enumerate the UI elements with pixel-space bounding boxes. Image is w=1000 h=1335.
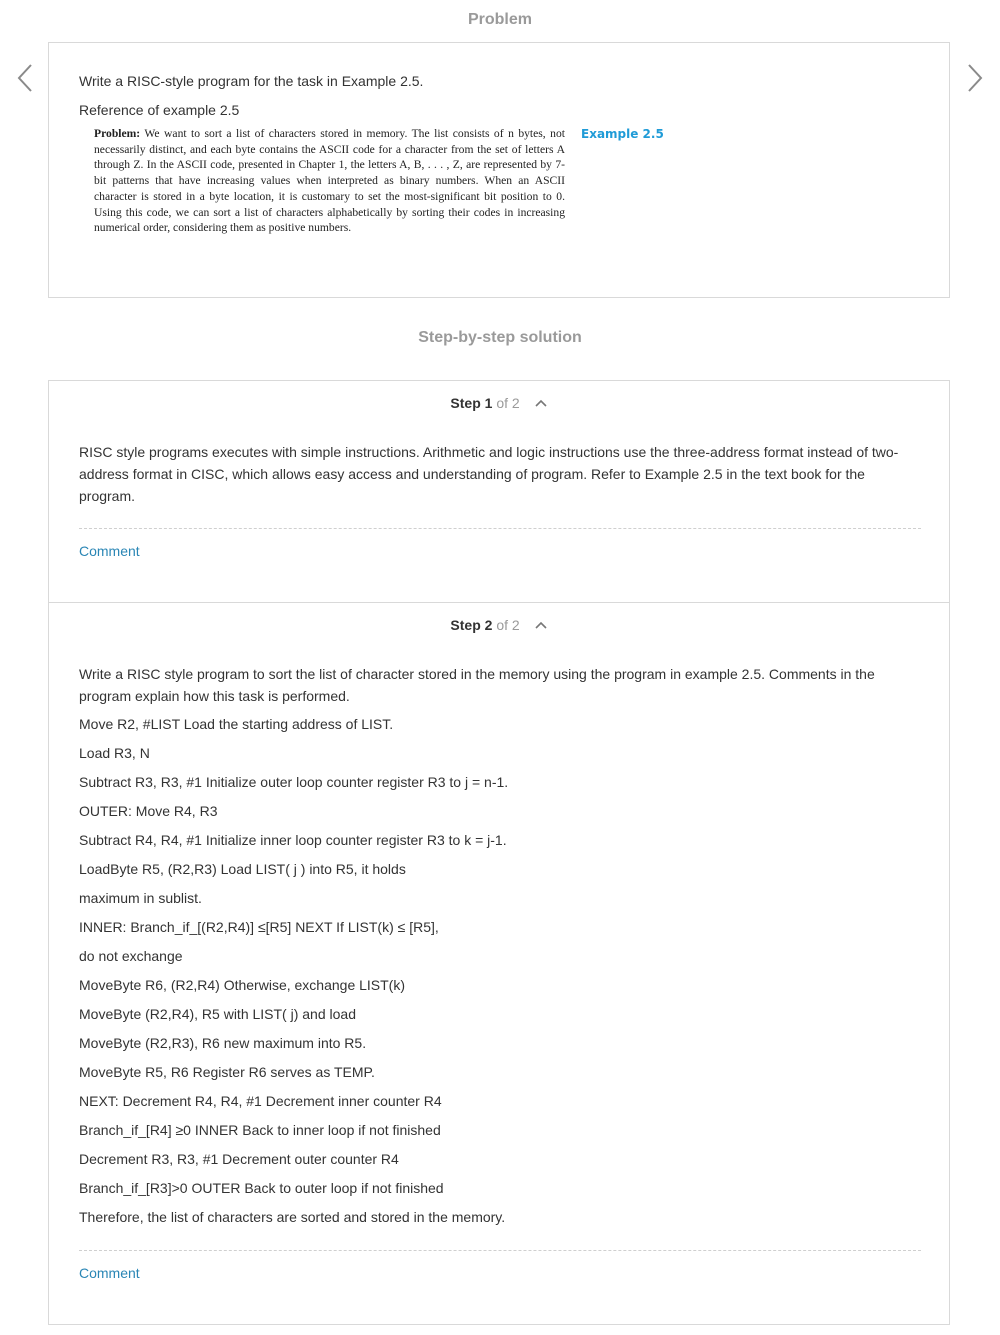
- step-1-text: RISC style programs executes with simple instructions. Arithmetic and logic instructions use the three-address format instead of two-address format in CISC, which allows easy access and understanding of program. Refer to Example 2.5 in the text book for the program.: [79, 444, 899, 504]
- step-separator: [49, 602, 949, 603]
- solution-card: [48, 380, 950, 1325]
- chevron-up-icon[interactable]: [534, 398, 548, 408]
- conclusion-text: Therefore, the list of characters are sorted and stored in the memory.: [79, 1209, 506, 1225]
- program-line: MoveByte (R2,R3), R6 new maximum into R5.: [79, 1035, 367, 1051]
- program-line: Move R2, #LIST Load the starting address of LIST.: [79, 716, 394, 732]
- step-1-comment-link[interactable]: Comment: [79, 543, 140, 559]
- step-1-count: of 2: [496, 395, 520, 411]
- previous-arrow[interactable]: [10, 62, 42, 94]
- divider: [79, 528, 921, 529]
- problem-prompt: Write a RISC-style program for the task in Example 2.5.: [79, 73, 424, 89]
- step-1-header[interactable]: [49, 395, 949, 411]
- excerpt-lead: Problem:: [94, 127, 141, 140]
- textbook-excerpt: [94, 126, 565, 236]
- chevron-up-icon[interactable]: [534, 620, 548, 630]
- program-line: Branch_if_[R4] ≥0 INNER Back to inner loop if not finished: [79, 1122, 441, 1138]
- program-line: MoveByte (R2,R4), R5 with LIST( j) and load: [79, 1006, 356, 1022]
- program-line: MoveByte R6, (R2,R4) Otherwise, exchange LIST(k): [79, 977, 406, 993]
- program-line: MoveByte R5, R6 Register R6 serves as TEMP.: [79, 1064, 375, 1080]
- problem-card: [48, 42, 950, 298]
- step-1-label: Step 1: [450, 395, 493, 411]
- step-2-comment-link[interactable]: Comment: [79, 1265, 140, 1281]
- problem-heading: Problem: [467, 11, 532, 28]
- program-line: LoadByte R5, (R2,R3) Load LIST( j ) into R5, it holds: [79, 861, 406, 877]
- step-2-header[interactable]: [49, 617, 949, 633]
- program-line: NEXT: Decrement R4, R4, #1 Decrement inner counter R4: [79, 1093, 442, 1109]
- step-2-intro: Write a RISC style program to sort the list of character stored in the memory using the program in example 2.5. Comments in the program explain how this task is performed.: [79, 666, 875, 704]
- step-2-count: of 2: [496, 617, 520, 633]
- excerpt-body: We want to sort a list of characters stored in memory. The list consists of n bytes, not necessarily distinct, and each byte contains the ASCII code for a character from the set of letters A through Z. In the ASCII code, presented in Chapter 1, the letters A, B, . . . , Z, are represented by 7-bit patterns that have increasing values when interpreted as binary numbers. When an ASCII character is stored in a byte location, it is customary to set the most-significant bit position to 0. Using this code, we can sort a list of characters alphabetically by sorting their codes in increasing numerical order, considering them as positive numbers.: [94, 127, 565, 235]
- example-label: Example 2.5: [581, 127, 664, 141]
- program-line: Branch_if_[R3]>0 OUTER Back to outer loop if not finished: [79, 1180, 444, 1196]
- step-2-label: Step 2: [450, 617, 493, 633]
- program-line: Subtract R3, R3, #1 Initialize outer loop counter register R3 to j = n-1.: [79, 774, 509, 790]
- divider: [79, 1250, 921, 1251]
- program-line: Subtract R4, R4, #1 Initialize inner loop counter register R3 to k = j-1.: [79, 832, 507, 848]
- solution-heading: Step-by-step solution: [418, 329, 582, 346]
- program-line: do not exchange: [79, 948, 183, 964]
- program-line: INNER: Branch_if_[(R2,R4)] ≤[R5] NEXT If LIST(k) ≤ [R5],: [79, 919, 439, 935]
- reference-label: Reference of example 2.5: [79, 102, 240, 118]
- program-line: Load R3, N: [79, 745, 150, 761]
- next-arrow[interactable]: [958, 62, 990, 94]
- program-line: maximum in sublist.: [79, 890, 202, 906]
- chevron-left-icon: [10, 62, 42, 94]
- chevron-right-icon: [958, 62, 990, 94]
- program-line: Decrement R3, R3, #1 Decrement outer counter R4: [79, 1151, 399, 1167]
- program-line: OUTER: Move R4, R3: [79, 803, 218, 819]
